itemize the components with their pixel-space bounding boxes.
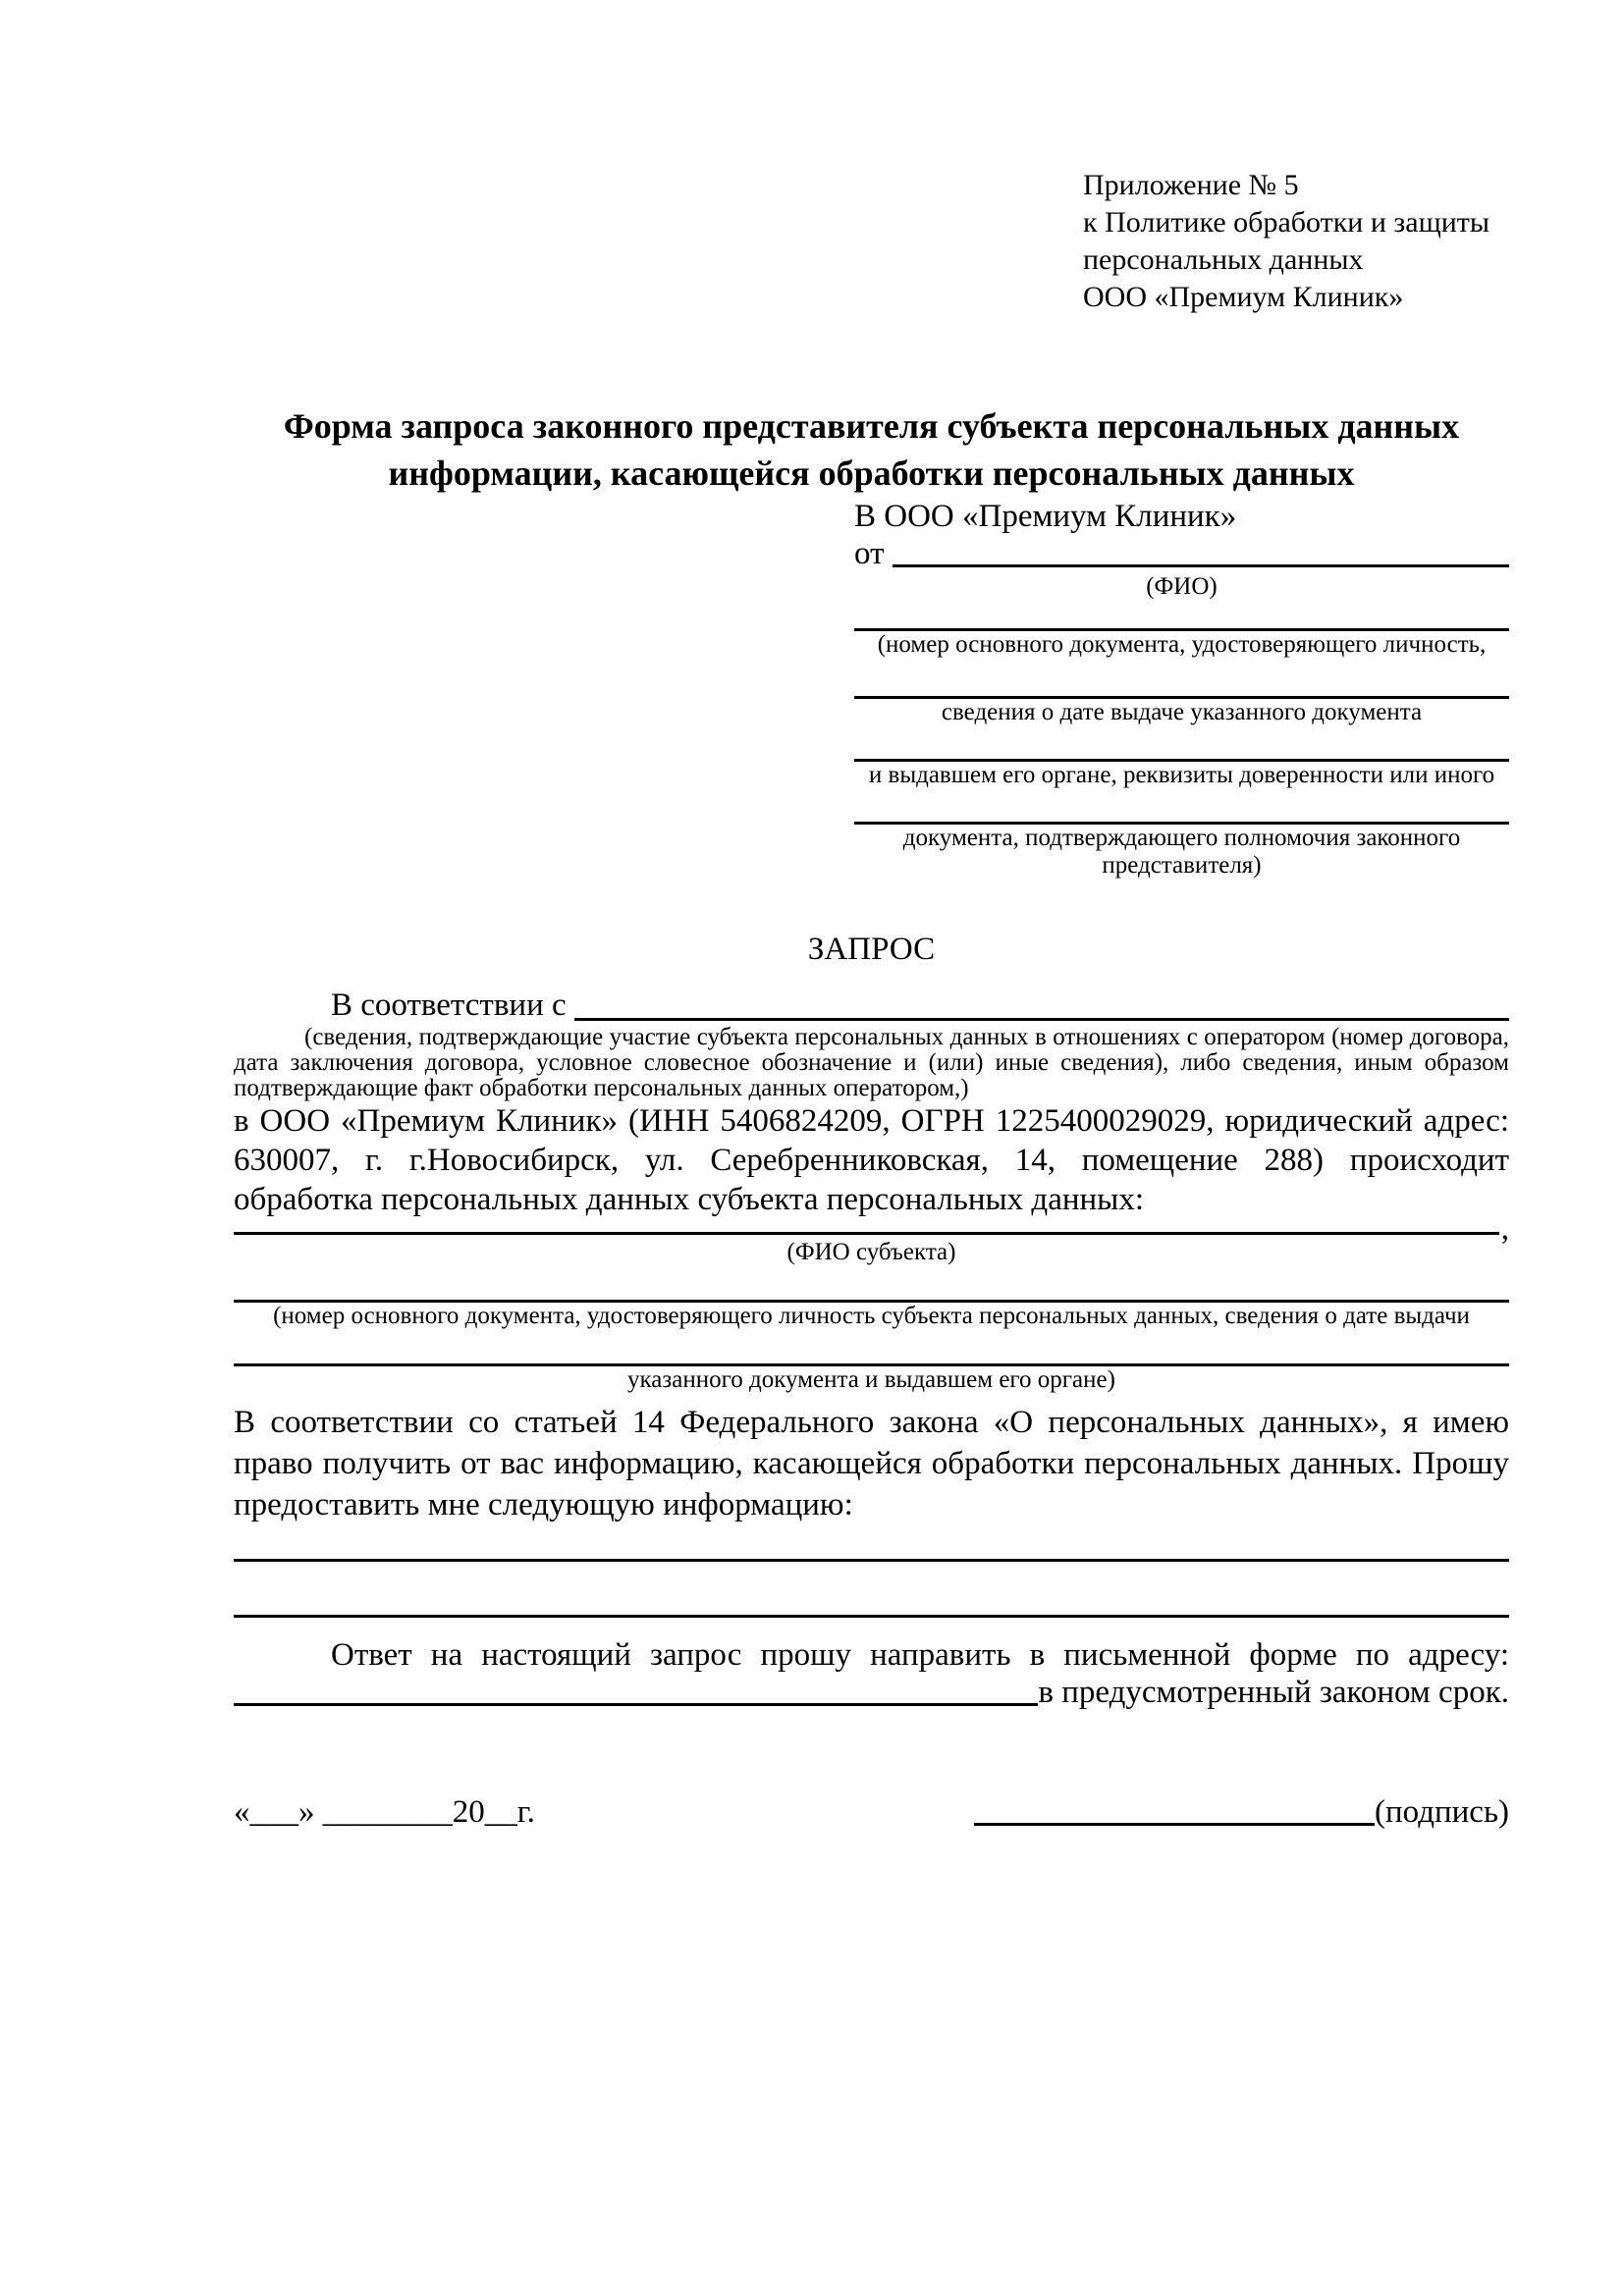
intro-label: В соответствии с: [331, 988, 567, 1023]
signature-caption: (подпись): [1375, 1794, 1509, 1830]
date-line: «___» ________20__г.: [234, 1794, 535, 1830]
field-caption: и выдавшем его органе, реквизиты доверенности или иного: [868, 762, 1495, 788]
document-title-line1: Форма запроса законного представителя субъекта персональных данных: [283, 406, 1460, 446]
field-caption: документа, подтверждающего полномочия законного представителя): [902, 825, 1461, 879]
reply-address-blank-line: [234, 1703, 1038, 1706]
request-heading: ЗАПРОС: [807, 932, 936, 967]
addressee-to: В ООО «Премиум Клиник»: [854, 499, 1237, 534]
footer-row: [234, 1792, 1509, 1832]
subject-doc-blank-line: [234, 1266, 1509, 1303]
appendix-line: к Политике обработки и защиты: [1083, 206, 1490, 239]
document-title: [234, 402, 1509, 497]
subject-fio-caption: (ФИО субъекта): [786, 1239, 956, 1265]
reply-paragraph: Ответ на настоящий запрос прошу направить в письменной форме по адресу:: [331, 1637, 1509, 1673]
representative-doc-blank-line: [854, 726, 1509, 762]
from-row: [854, 536, 1509, 571]
reply-address-row: [234, 1675, 1509, 1710]
basis-blank-line: [574, 1018, 1509, 1021]
field-caption: сведения о дате выдаче указанного документа: [941, 699, 1423, 725]
requested-info-blank-line: [234, 1562, 1509, 1618]
fio-caption: (ФИО): [1146, 573, 1218, 600]
appendix-line: ООО «Премиум Клиник»: [1083, 281, 1404, 313]
reply-tail-text: в предусмотренный законом срок.: [1038, 1675, 1509, 1710]
representative-doc-blank-line: [854, 601, 1509, 631]
subject-doc-caption: (номер основного документа, удостоверяющего личность субъекта персональных данных, сведения о дате выдачи: [273, 1303, 1470, 1329]
subject-fio-comma: ,: [1500, 1211, 1509, 1247]
law-paragraph: В соответствии со статьей 14 Федерального закона «О персональных данных», я имею право получить от вас информацию, касающейся обработки персональных данных. Прошу предоставить мне следующую информацию:: [234, 1405, 1509, 1522]
signature-group: [974, 1792, 1509, 1832]
subject-fio-row: [234, 1211, 1509, 1247]
from-label: от: [854, 536, 885, 571]
intro-row: [234, 986, 1509, 1025]
representative-doc-blank-line: [854, 789, 1509, 825]
operator-paragraph: в ООО «Премиум Клиник» (ИНН 5406824209, ОГРН 1225400029029, юридический адрес: 630007, г. г.Новосибирск, ул. Серебренниковская, 14, помещение 288) происходит обработка персональных данных субъекта персональных данных:: [234, 1103, 1509, 1217]
appendix-block: [1083, 167, 1509, 316]
subject-doc-blank-line: [234, 1330, 1509, 1366]
field-caption: (номер основного документа, удостоверяющего личность,: [877, 631, 1487, 658]
intro-note: (сведения, подтверждающие участие субъекта персональных данных в отношениях с оператором (номер договора, дата заключения договора, условное словесное обозначение и (или) иные сведения), либо сведения, иным образом подтверждающие факт обработки персональных данных оператором,): [234, 1024, 1509, 1101]
subject-fio-blank-line: [234, 1232, 1499, 1235]
appendix-line: персональных данных: [1083, 243, 1364, 276]
subject-doc-caption: указанного документа и выдавшем его органе): [627, 1366, 1115, 1393]
representative-doc-blank-line: [854, 659, 1509, 699]
appendix-line: Приложение № 5: [1083, 169, 1299, 201]
document-title-line2: информации, касающейся обработки персональных данных: [388, 454, 1355, 493]
addressee-block: [854, 497, 1509, 880]
signature-blank-line: [974, 1823, 1375, 1826]
representative-fio-blank-line: [893, 564, 1510, 567]
requested-info-blank-line: [234, 1525, 1509, 1562]
